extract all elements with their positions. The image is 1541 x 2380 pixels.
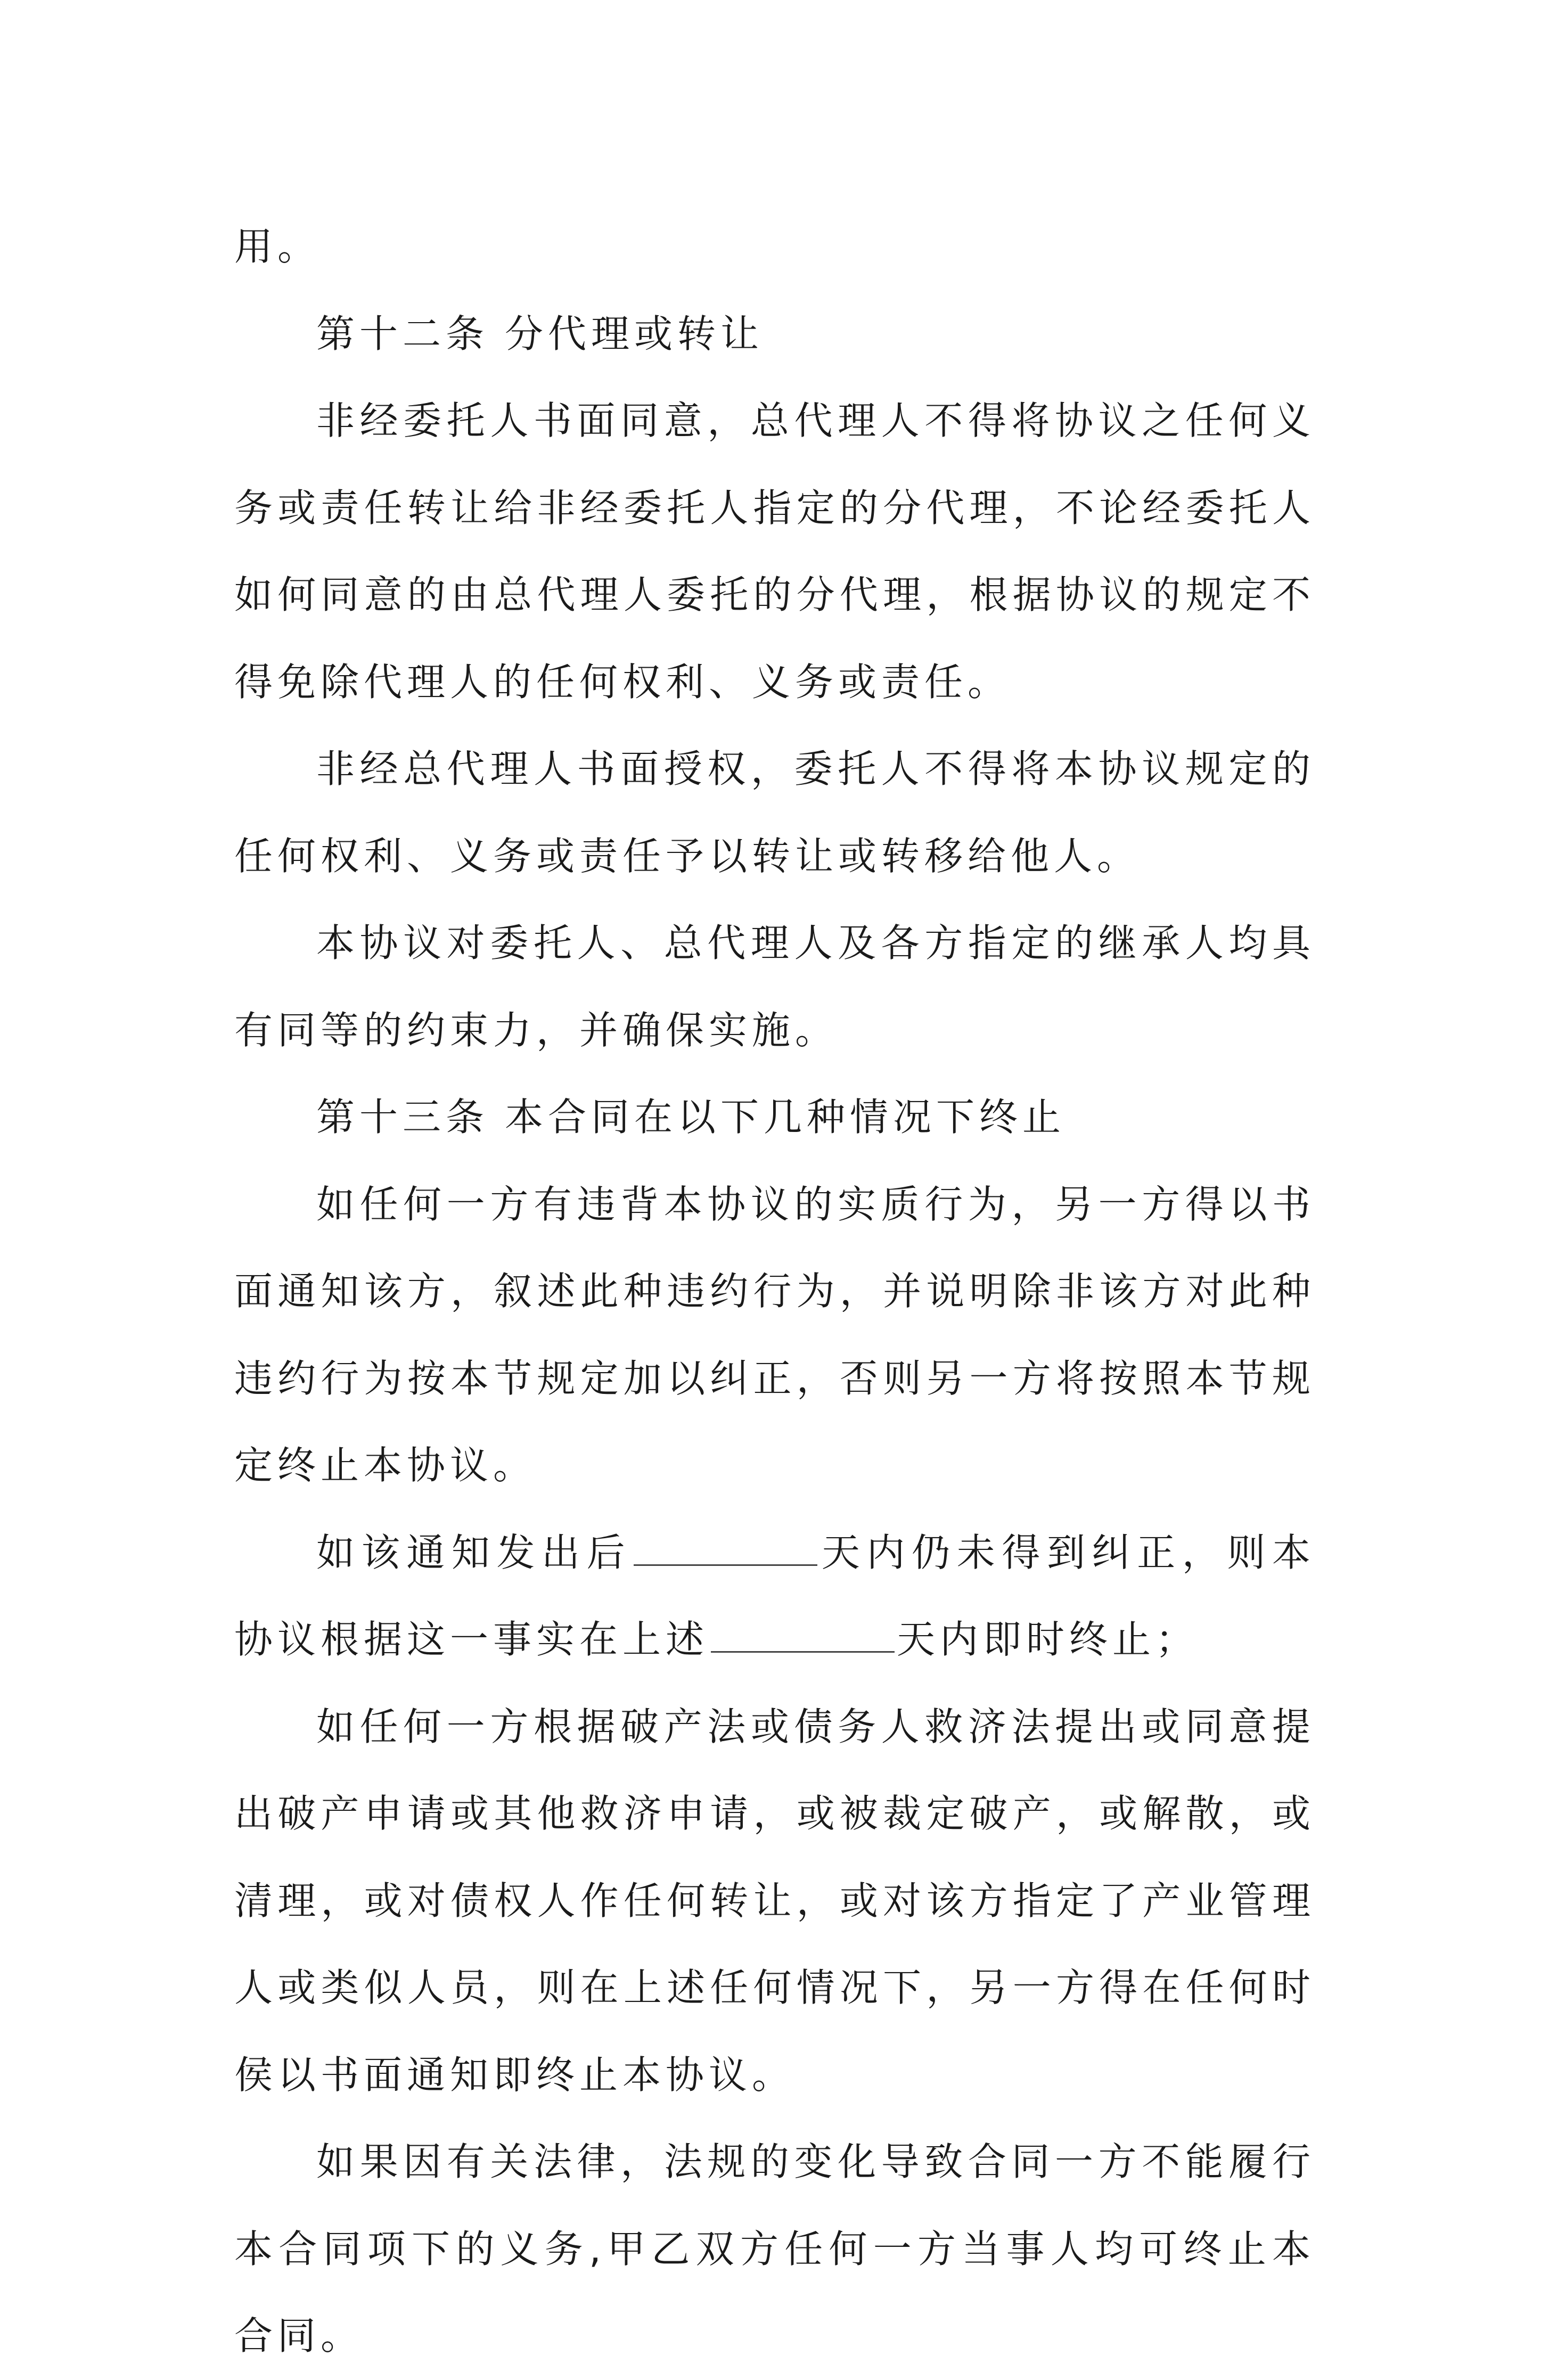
paragraph-text: 用。 bbox=[234, 224, 321, 269]
paragraph bbox=[234, 377, 1315, 726]
paragraph bbox=[234, 900, 1315, 1074]
article-title: 本合同在以下几种情况下终止 bbox=[505, 1095, 1066, 1139]
paragraph bbox=[234, 2119, 1315, 2380]
paragraph-text: 非经委托人书面同意，总代理人不得将协议之任何义务或责任转让给非经委托人指定的分代理，不论经委托人如何同意的由总代理人委托的分代理，根据协议的规定不得免除代理人的任何权利、义务或责任。 bbox=[234, 398, 1315, 704]
article-number: 第十二条 bbox=[316, 311, 489, 356]
paragraph-text: 天内即时终止； bbox=[897, 1617, 1199, 1662]
paragraph bbox=[234, 1161, 1315, 1509]
paragraph bbox=[234, 726, 1315, 900]
paragraph-text: 天内仍未得到纠正，则本协议根据这一事实在上述 bbox=[234, 1530, 1315, 1662]
article-13-heading bbox=[234, 1074, 1315, 1161]
fill-in-blank-days[interactable] bbox=[634, 1532, 817, 1566]
paragraph-text: 如该通知发出后 bbox=[316, 1530, 632, 1575]
article-number: 第十三条 bbox=[316, 1095, 489, 1139]
paragraph-continuation bbox=[234, 203, 1315, 291]
article-title: 分代理或转让 bbox=[505, 311, 764, 356]
document-body bbox=[234, 203, 1315, 2380]
paragraph-text: 如果因有关法律，法规的变化导致合同一方不能履行本合同项下的义务,甲乙双方任何一方当事人均可终止本合同。 bbox=[234, 2139, 1315, 2358]
paragraph bbox=[234, 1684, 1315, 2119]
paragraph-text: 如任何一方有违背本协议的实质行为，另一方得以书面通知该方，叙述此种违约行为，并说明除非该方对此种违约行为按本节规定加以纠正，否则另一方将按照本节规定终止本协议。 bbox=[234, 1181, 1315, 1488]
paragraph-text: 非经总代理人书面授权，委托人不得将本协议规定的任何权利、义务或责任予以转让或转移给他人。 bbox=[234, 746, 1315, 879]
paragraph-text: 如任何一方根据破产法或债务人救济法提出或同意提出破产申请或其他救济申请，或被裁定破产，或解散，或清理，或对债权人作任何转让，或对该方指定了产业管理人或类似人员，则在上述任何情况下，另一方得在任何时侯以书面通知即终止本协议。 bbox=[234, 1704, 1315, 2097]
fill-in-blank-days[interactable] bbox=[711, 1619, 895, 1653]
paragraph-with-blanks bbox=[234, 1509, 1315, 1684]
paragraph-text: 本协议对委托人、总代理人及各方指定的继承人均具有同等的约束力，并确保实施。 bbox=[234, 921, 1315, 1053]
article-12-heading bbox=[234, 291, 1315, 378]
